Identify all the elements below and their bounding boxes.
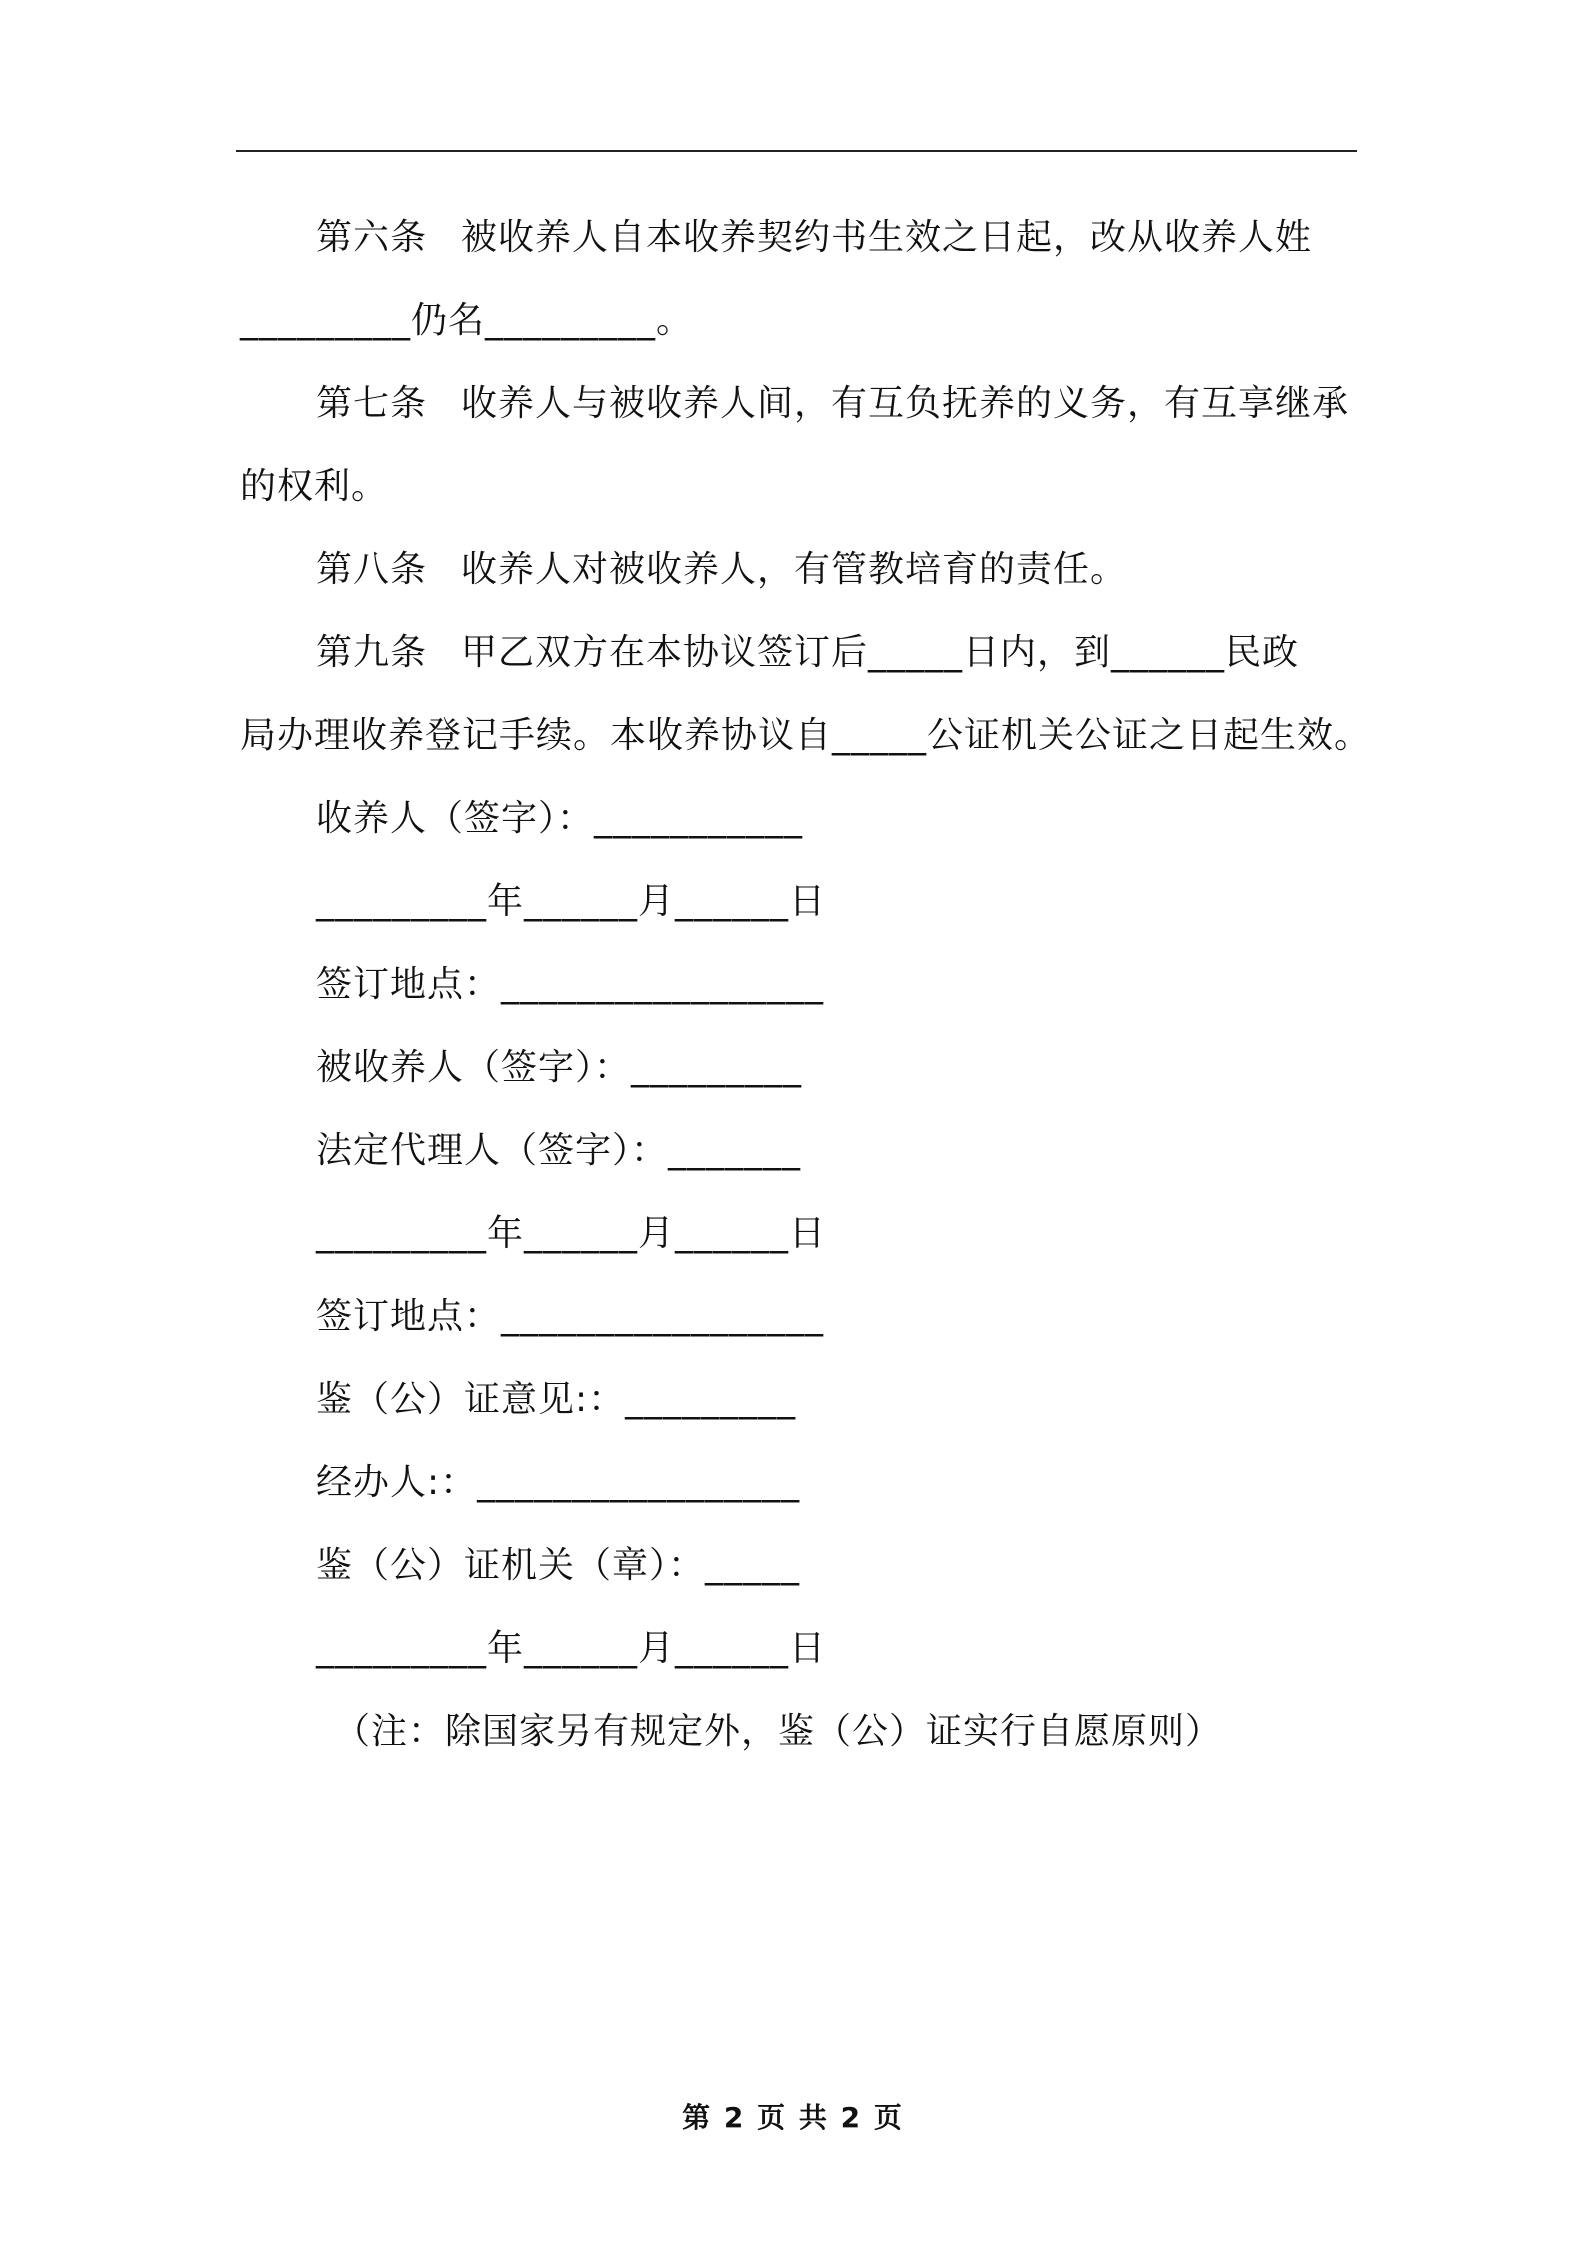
article-7-line-2: 的权利。 xyxy=(240,466,389,507)
article-9-line-1 xyxy=(240,611,1360,694)
article-7-line-1 xyxy=(240,362,1360,445)
adoptee-date-line: _________年______月______日 xyxy=(316,1213,826,1254)
article-6-line-2: _________仍名_________。 xyxy=(240,300,694,341)
article-6-heading: 第六条 xyxy=(316,217,428,258)
notary-seal-line: 鉴（公）证机关（章）：_____ xyxy=(316,1545,801,1586)
article-7-heading: 第七条 xyxy=(316,383,428,424)
article-8-line-1 xyxy=(240,528,1360,611)
adopter-place-line: 签订地点：_________________ xyxy=(316,964,825,1005)
handler-line: 经办人:：_________________ xyxy=(316,1462,801,1503)
notary-opinion-line: 鉴（公）证意见:：_________ xyxy=(316,1379,797,1420)
article-8-heading: 第八条 xyxy=(316,549,428,590)
adoptee-signature-line: 被收养人（签字）：_________ xyxy=(316,1047,803,1088)
article-9-heading: 第九条 xyxy=(316,632,428,673)
header-rule xyxy=(236,150,1357,152)
adoptee-place-line: 签订地点：_________________ xyxy=(316,1296,825,1337)
article-8-text: 收养人对被收养人，有管教培育的责任。 xyxy=(461,549,1128,590)
page-indicator: 第 2 页 共 2 页 xyxy=(682,2101,904,2134)
adopter-signature-line: 收养人（签字）：___________ xyxy=(316,798,804,839)
adopter-date-line: _________年______月______日 xyxy=(316,881,826,922)
article-7-text: 收养人与被收养人间，有互负抚养的义务，有互享继承 xyxy=(461,383,1350,424)
article-6-line-1 xyxy=(240,196,1360,279)
document-body xyxy=(240,196,1372,1773)
article-9-line-2: 局办理收养登记手续。本收养协议自_____公证机关公证之日起生效。 xyxy=(240,715,1372,756)
footnote: （注：除国家另有规定外，鉴（公）证实行自愿原则） xyxy=(334,1711,1223,1752)
notary-date-line: _________年______月______日 xyxy=(316,1628,826,1669)
article-9-text: 甲乙双方在本协议签订后_____日内，到______民政 xyxy=(461,632,1300,673)
legal-agent-signature-line: 法定代理人（签字）：_______ xyxy=(316,1130,802,1171)
article-6-text: 被收养人自本收养契约书生效之日起，改从收养人姓 xyxy=(461,217,1313,258)
